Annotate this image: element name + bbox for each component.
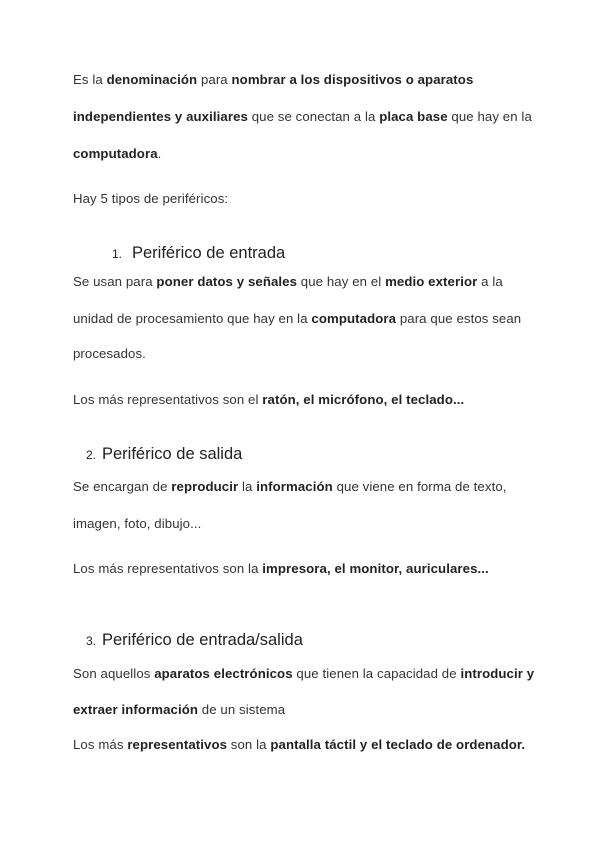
section-3-line-2: extraer información de un sistema [73, 702, 286, 717]
intro-line-2: independientes y auxiliares que se conectan a la placa base que hay en la [73, 109, 532, 124]
section-2-line-1: Se encargan de reproducir la información que viene en forma de texto, [73, 479, 507, 494]
section-1-line-1: Se usan para poner datos y señales que hay en el medio exterior a la [73, 274, 503, 289]
section-heading-salida: 2. Periférico de salida [86, 445, 243, 463]
section-1-examples: Los más representativos son el ratón, el micrófono, el teclado... [73, 392, 465, 407]
section-2-line-2: imagen, foto, dibujo... [73, 516, 202, 531]
section-1-line-3: procesados. [73, 346, 146, 361]
section-1-line-2: unidad de procesamiento que hay en la computadora para que estos sean [73, 311, 522, 326]
section-3-line-1: Son aquellos aparatos electrónicos que tienen la capacidad de introducir y [73, 666, 535, 681]
section-2-examples: Los más representativos son la impresora, el monitor, auriculares... [73, 561, 489, 576]
intro-count: Hay 5 tipos de periféricos: [73, 191, 229, 206]
section-heading-entrada: 1. Periférico de entrada [112, 244, 286, 262]
section-heading-entrada-salida: 3. Periférico de entrada/salida [86, 631, 303, 649]
intro-line-1: Es la denominación para nombrar a los dispositivos o aparatos [73, 72, 474, 87]
section-3-examples: Los más representativos son la pantalla táctil y el teclado de ordenador. [73, 737, 526, 752]
intro-line-3: computadora. [73, 146, 162, 161]
